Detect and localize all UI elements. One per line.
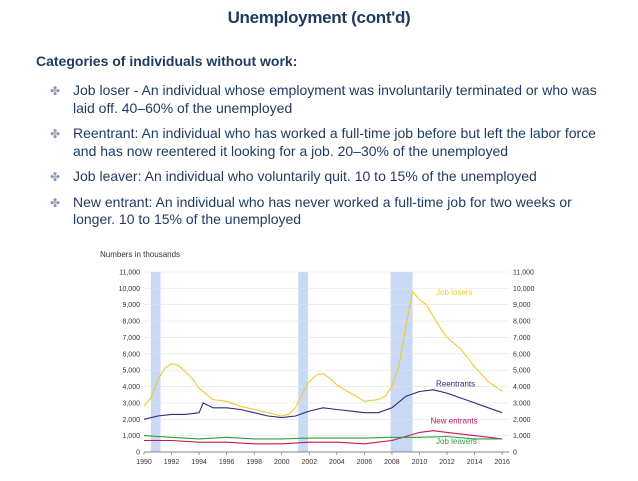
- y-tick-label-right: 10,000: [513, 285, 535, 293]
- x-tick-label: 2000: [273, 459, 290, 466]
- series-label: New entrants: [430, 416, 478, 426]
- bullet-text: Reentrant: An individual who has worked a full-time job before but left the labor force and has now reentered it looking for a job. 20–30% of the unemployed: [73, 125, 596, 159]
- recession-band: [298, 272, 308, 452]
- series-label: Reentrants: [436, 379, 476, 389]
- y-tick-label-right: 1,000: [513, 433, 531, 441]
- y-tick-label-left: 3,000: [122, 400, 140, 408]
- four-point-star-icon: ✤: [50, 84, 61, 98]
- x-tick-label: 2014: [466, 459, 483, 466]
- recession-band: [391, 272, 413, 452]
- y-tick-label-left: 8,000: [122, 318, 140, 326]
- x-tick-label: 2002: [301, 459, 318, 466]
- four-point-star-icon: ✤: [50, 170, 61, 184]
- chart-svg: [94, 248, 544, 476]
- y-tick-label-left: 5,000: [122, 367, 140, 375]
- y-tick-label-right: 8,000: [513, 318, 531, 326]
- unemployment-chart: [94, 248, 544, 476]
- series-label: Job losers: [436, 287, 473, 297]
- y-tick-label-right: 2,000: [513, 416, 531, 424]
- four-point-star-icon: ✤: [50, 195, 61, 210]
- x-tick-label: 2016: [494, 459, 510, 466]
- x-tick-label: 2006: [356, 459, 373, 466]
- y-tick-label-right: 9,000: [513, 302, 531, 310]
- y-tick-label-left: 10,000: [118, 285, 140, 293]
- series-line: [144, 390, 502, 420]
- y-tick-label-left: 2,000: [122, 416, 140, 424]
- y-tick-label-right: 0: [513, 449, 517, 457]
- y-tick-label-right: 5,000: [513, 367, 531, 375]
- y-tick-label-right: 3,000: [513, 400, 531, 408]
- y-axis-label: Numbers in thousands: [100, 250, 181, 259]
- x-tick-label: 2008: [384, 459, 400, 466]
- x-tick-label: 1996: [218, 459, 235, 466]
- x-tick-label: 2004: [329, 459, 345, 466]
- bullet-item: [50, 82, 610, 117]
- bullet-item: [50, 194, 610, 229]
- x-tick-label: 2010: [411, 459, 428, 466]
- bullet-text: Job loser - An individual whose employment was involuntarily terminated or who was laid off. 40–60% of the unemployed: [73, 82, 597, 116]
- y-tick-label-left: 9,000: [122, 302, 140, 310]
- y-tick-label-left: 11,000: [119, 269, 140, 277]
- slide-title: Unemployment (cont'd): [227, 8, 411, 27]
- bullet-text: New entrant: An individual who has never worked a full-time job for two weeks or longer. 10 to 15% of the unemployed: [73, 193, 572, 227]
- slide-subtitle: Categories of individuals without work:: [36, 53, 298, 69]
- x-tick-label: 1994: [191, 459, 207, 466]
- y-tick-label-right: 4,000: [513, 384, 531, 392]
- recession-band: [151, 272, 161, 452]
- x-tick-label: 1998: [246, 459, 262, 466]
- y-tick-label-left: 4,000: [122, 384, 140, 392]
- y-tick-label-right: 7,000: [513, 334, 531, 342]
- bullet-text: Job leaver: An individual who voluntarily quit. 10 to 15% of the unemployed: [73, 168, 537, 184]
- series-label: Job leavers: [436, 436, 477, 446]
- x-tick-label: 1990: [136, 459, 152, 466]
- four-point-star-icon: ✤: [50, 127, 61, 141]
- y-tick-label-left: 7,000: [122, 334, 140, 342]
- y-tick-label-right: 6,000: [513, 351, 531, 359]
- y-tick-label-left: 6,000: [122, 351, 140, 359]
- x-tick-label: 2012: [439, 459, 455, 466]
- y-tick-label-right: 11,000: [513, 269, 534, 277]
- y-tick-label-left: 0: [136, 449, 140, 457]
- bullet-list: [50, 82, 610, 237]
- bullet-item: [50, 125, 610, 160]
- x-tick-label: 1992: [163, 459, 180, 466]
- bullet-item: [50, 168, 610, 186]
- y-tick-label-left: 1,000: [122, 433, 140, 441]
